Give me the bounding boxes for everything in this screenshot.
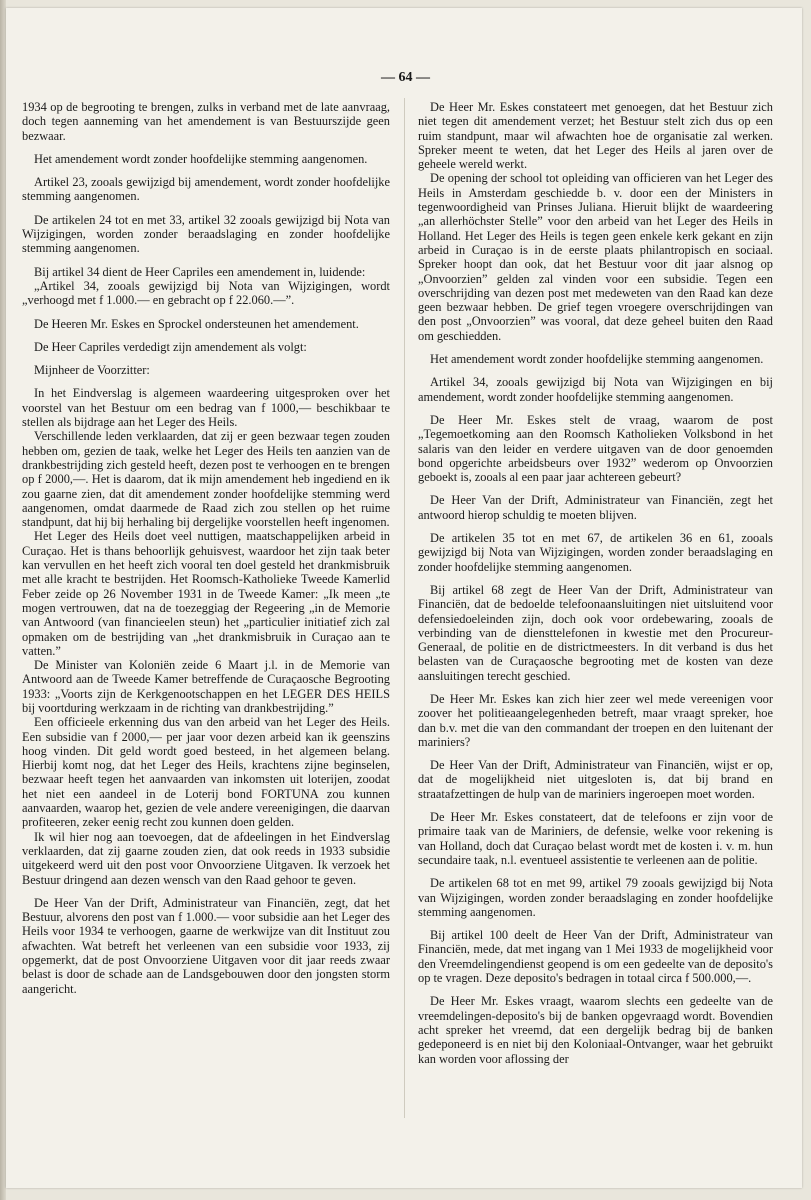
paragraph: Artikel 34, zooals gewijzigd bij Nota van Wijzigingen en bij amendement, wordt zonder hoofdelijke stemming aangenomen.	[418, 375, 773, 404]
paragraph: De artikelen 35 tot en met 67, de artikelen 36 en 61, zooals gewijzigd bij Nota van Wijzigingen, worden zonder beraadslaging en zonder hoofdelijke stemming aangenomen.	[418, 531, 773, 574]
paragraph: De Heer Mr. Eskes kan zich hier zeer wel mede vereenigen voor zoover het politieaangelegenheden betreft, maar vraagt spreker, hoe dan b.v. met die van den commandant der troepen en den luitenant der mariniers?	[418, 691, 773, 749]
right-column	[418, 100, 773, 1075]
paragraph: Een officieele erkenning dus van den arbeid van het Leger des Heils. Een subsidie van f 2000,— per jaar voor dezen arbeid kan ik geenszins hoog vinden. Dit geld wordt goed besteed, in het algemeen belang. Hierbij komt nog, dat het Leger des Heils, krachtens zijne beginselen, bezwaar heeft tegen het aanvaarden van inkomsten uit loterijen, zoodat het niet een aandeel in de Loterij bond FORTUNA zou kunnen aanvaarden, waarop het, gezien de vele andere vereenigingen, die daarvan profiteeren, zeker eenig recht zou kunnen doen gelden.	[22, 715, 390, 830]
paragraph: In het Eindverslag is algemeen waardeering uitgesproken over het voorstel van het Bestuur om een bedrag van f 1000,— beschikbaar te stellen als bijdrage aan het Leger des Heils.	[22, 386, 390, 430]
paragraph: Bij artikel 68 zegt de Heer Van der Drift, Administrateur van Financiën, dat de bedoelde telefoonaansluitingen niet uitsluitend voor defensiedoeleinden zijn, doch ook voor ordebewaring, zooals de verbinding van de diensttelefonen in kwestie met den Procureur-Generaal, de politie en de districtmeesters. In dit verband is dus het belasten van de Curaçaosche begrooting met de kosten van deze aansluitingen terecht geschied.	[418, 582, 773, 683]
paragraph: Het Leger des Heils doet veel nuttigen, maatschappelijken arbeid in Curaçao. Het is thans behoorlijk gehuisvest, waardoor het zijn taak beter kan vervullen en het heeft zich vooral ten doel gesteld het drankmisbruik met alle kracht te bestrijden. Het Roomsch-Katholieke Tweede Kamerlid Feber zeide op 26 November 1931 in de Tweede Kamer: „Ik meen „te mogen vertrouwen, dat na de toezeggiag der Regeering „in de Memorie van Antwoord (van financieelen steun) het „particulier initiatief zich zal opmaken om de bestrijding van „het drankmisbruik in Curaçao aan te vatten.”	[22, 529, 390, 658]
paragraph: De Heer Mr. Eskes vraagt, waarom slechts een gedeelte van de vreemdelingen-deposito's bij de banken opgevraagd wordt. Bovendien acht spreker het vreemd, dat een dergelijk bedrag bij de banken gedeponeerd is en niet bij den Koloniaal-Ontvanger, waar het gebruikt kan worden voor aflossing der	[418, 994, 773, 1066]
paragraph: De Heer Van der Drift, Administrateur van Financiën, wijst er op, dat de mogelijkheid niet uitgesloten is, dat bij brand en straatafzettingen de hulp van de mariniers ingeroepen moet worden.	[418, 758, 773, 801]
paragraph: De opening der school tot opleiding van officieren van het Leger des Heils in Amsterdam geschiedde b. v. door een der Ministers in tegenwoordigheid van Prinses Juliana. Hieruit blijkt de waardeering „an allerhöchster Stelle” voor den arbeid van het Leger des Heils in Holland. Het Leger des Heils is tegen geen enkele kerk gekant en zijn arbeid in Curaçao is in de eerste plaats philantropisch en sociaal. Spreker hoopt dan ook, dat het Bestuur voor dit jaar alsnog op „Onvoorzien” gelden zal vinden voor een subsidie. Tegen een overschrijding van dezen post met medeweten van den Raad kan deze geen bezwaar hebben. De grief tegen vroegere overschrijdingen van den post „Onvoorzien” was vooral, dat deze geheel buiten den Raad om geschiedden.	[418, 171, 773, 343]
paragraph: De Heer Mr. Eskes stelt de vraag, waarom de post „Tegemoetkoming aan den Roomsch Katholieken Volksbond in het salaris van den leider en verdere uitgaven van de door genoemden bond opgerichte arbeidsbeurs over 1932” wederom op Onvoorzien geboekt is, zooals al een paar jaar achtereen gebeurt?	[418, 412, 773, 485]
paragraph: Bij artikel 34 dient de Heer Capriles een amendement in, luidende:	[34, 264, 366, 279]
paragraph: Het amendement wordt zonder hoofdelijke stemming aangenomen.	[430, 352, 764, 367]
paragraph: De Heeren Mr. Eskes en Sprockel ondersteunen het amendement.	[34, 316, 359, 331]
paragraph: Artikel 23, zooals gewijzigd bij amendement, wordt zonder hoofdelijke stemming aangenomen.	[22, 175, 390, 204]
left-column	[22, 100, 390, 1005]
page-number: — 64 —	[381, 70, 430, 85]
paragraph: Het amendement wordt zonder hoofdelijke stemming aangenomen.	[34, 151, 368, 166]
paragraph: De Heer Van der Drift, Administrateur van Financiën, zegt, dat het Bestuur, alvorens den post van f 1.000.— voor subsidie aan het Leger des Heils voor 1934 te verhoogen, gaarne de werkwijze van dit Instituut zou afwachten. Wat betreft het verleenen van een subsidie voor 1933, zij opgemerkt, dat de post Onvoorziene Uitgaven voor dit jaar reeds zwaar belast is door de schade aan de Landsgebouwen door den jongsten storm aangericht.	[22, 895, 390, 996]
paragraph: De artikelen 24 tot en met 33, artikel 32 zooals gewijzigd bij Nota van Wijzigingen, worden zonder beraadslaging en zonder hoofdelijke stemming aangenomen.	[22, 212, 390, 256]
salutation: Mijnheer de Voorzitter:	[34, 363, 150, 378]
paragraph: De Heer Mr. Eskes constateert, dat de telefoons er zijn voor de primaire taak van de Mariniers, de defensie, welke voor rekening is van Holland, doch dat Curaçao belast wordt met de kosten i. v. m. hun secundaire taak, n.l. eventueel assistentie te verleenen aan de politie.	[418, 810, 773, 867]
paragraph: De Heer Capriles verdedigt zijn amendement als volgt:	[34, 339, 307, 354]
paragraph: Verschillende leden verklaarden, dat zij er geen bezwaar tegen zouden hebben om, gezien de taak, welke het Leger des Heils ten aanzien van de drankbestrijding zich gesteld heeft, dezen post te verhoogen en te brengen op f 2000,—. Het is daarom, dat ik mijn amendement heb ingediend en ik zou gaarne zien, dat dit amendement zonder hoofdelijke stemming werd aangenomen, omdat daarmede de Raad zich zou stellen op het ruime standpunt, dat hij bij herhaling bij dergelijke voorstellen heeft ingenomen.	[22, 429, 390, 530]
quoted-amendment: „Artikel 34, zooals gewijzigd bij Nota van Wijzigingen, wordt „verhoogd met f 1.000.— en gebracht op f 22.060.—”.	[22, 278, 390, 308]
paragraph: 1934 op de begrooting te brengen, zulks in verband met de late aanvraag, doch tegen aanneming van het amendement is van Bestuurszijde geen bezwaar.	[22, 100, 390, 143]
column-divider	[404, 98, 405, 1118]
paragraph: De Minister van Koloniën zeide 6 Maart j.l. in de Memorie van Antwoord aan de Tweede Kamer betreffende de Curaçaosche Begrooting 1933: „Voorts zijn de Kerkgenootschappen en het LEGER DES HEILS bij voortduring werkzaam in de richting van drankbestrijding.”	[22, 658, 390, 715]
paragraph: De Heer Van der Drift, Administrateur van Financiën, zegt het antwoord hierop schuldig te moeten blijven.	[418, 493, 773, 522]
paragraph: De Heer Mr. Eskes constateert met genoegen, dat het Bestuur zich niet tegen dit amendement verzet; het Bestuur stelt zich dus op een ruim standpunt, maar wil afwachten hoe de organisatie zal werken. Spreker meent te weten, dat het Leger des Heils al jaren over de geheele wereld werkt.	[418, 100, 773, 172]
paragraph: De artikelen 68 tot en met 99, artikel 79 zooals gewijzigd bij Nota van Wijzigingen, worden zonder beraadslaging en zonder hoofdelijke stemming aangenomen.	[418, 876, 773, 919]
paragraph: Bij artikel 100 deelt de Heer Van der Drift, Administrateur van Financiën, mede, dat met ingang van 1 Mei 1933 de mogelijkheid voor den Vreemdelingendienst geopend is om een gedeelte van de deposito's op te vragen. Deze deposito's bedragen in totaal circa f 500.000,—.	[418, 928, 773, 986]
paragraph: Ik wil hier nog aan toevoegen, dat de afdeelingen in het Eindverslag verklaarden, dat zij gaarne zouden zien, dat ook reeds in 1933 subsidie uitgekeerd werd uit den post voor Onvoorziene Uitgaven. Ik verzoek het Bestuur dringend aan dezen wensch van den Raad gehoor te geven.	[22, 829, 390, 887]
